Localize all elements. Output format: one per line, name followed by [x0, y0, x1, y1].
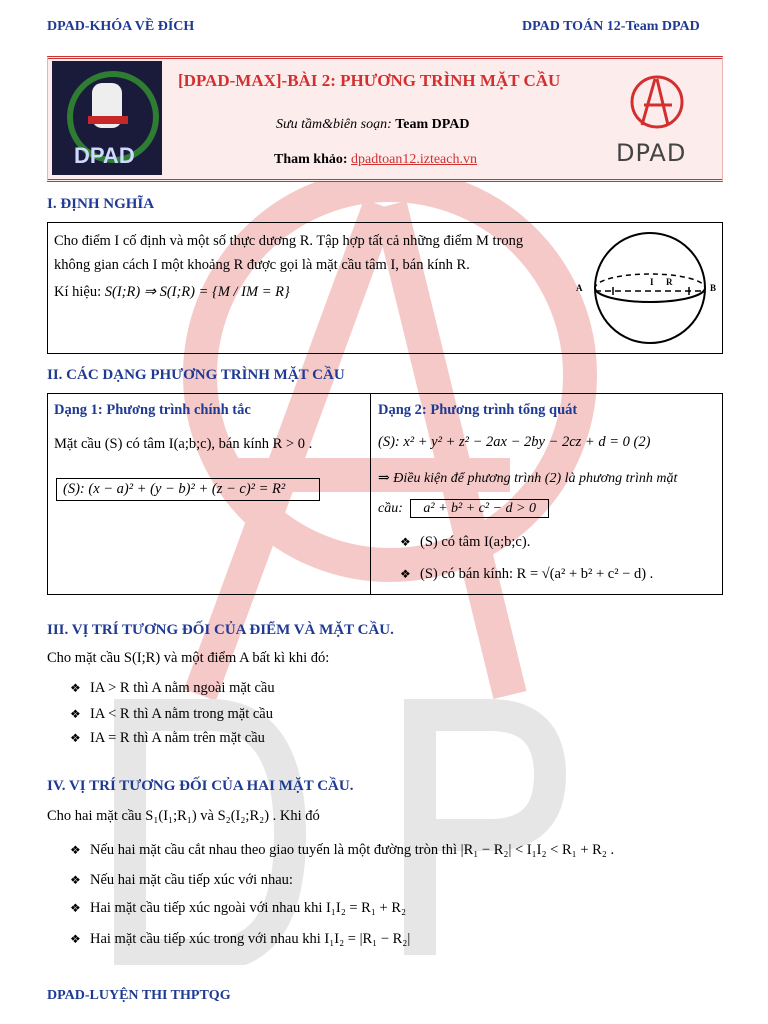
form2-item-2: ❖ (S) có bán kính: R = √(a² + b² + c² − d) . — [400, 566, 654, 582]
form1-title: Dạng 1: Phương trình chính tắc — [54, 402, 251, 418]
form2-title: Dạng 2: Phương trình tổng quát — [378, 402, 578, 418]
label-b: B — [710, 283, 717, 293]
form2-condition-1: ⇒ Điều kiện để phương trình (2) là phương trình mặt — [378, 471, 678, 486]
section-4-heading: IV. VỊ TRÍ TƯƠNG ĐỐI CỦA HAI MẶT CẦU. — [47, 778, 354, 794]
section-3-item-2: ❖ IA < R thì A nằm trong mặt cầu — [70, 706, 273, 722]
condition-formula: a² + b² + c² − d > 0 — [410, 499, 549, 518]
section-1-heading: I. ĐỊNH NGHĨA — [47, 196, 155, 212]
definition-line-2: không gian cách I một khoảng R được gọi là mặt cầu tâm I, bán kính R. — [54, 257, 470, 273]
section-4-intro: Cho hai mặt cầu S₁(I₁;R₁) và S₂(I₂;R₂) . Khi đó — [47, 808, 320, 824]
section-4-item-1: ❖ Nếu hai mặt cầu cắt nhau theo giao tuyến là một đường tròn thì |R₁ − R₂| < I₁I₂ < R₁ + R₂ . — [70, 842, 615, 858]
section-4-item-2: ❖ Nếu hai mặt cầu tiếp xúc với nhau: — [70, 872, 293, 888]
form1-line: Mặt cầu (S) có tâm I(a;b;c), bán kính R > 0 . — [54, 436, 313, 452]
compiled-label: Sưu tầm&biên soạn: — [276, 117, 392, 132]
bullet-icon: ❖ — [70, 731, 81, 745]
form2-formula: (S): x² + y² + z² − 2ax − 2by − 2cz + d = 0 (2) — [378, 434, 651, 450]
title-prefix: [DPAD-MAX] — [178, 71, 282, 90]
reference-label: Tham khảo: — [274, 152, 348, 167]
section-3-item-3: ❖ IA = R thì A nằm trên mặt cầu — [70, 730, 265, 746]
left-logo-image — [52, 61, 162, 175]
left-logo-text: DPAD — [74, 143, 135, 168]
title-rest: -BÀI 2: PHƯƠNG TRÌNH MẶT CẦU — [281, 71, 561, 90]
bullet-icon: ❖ — [400, 567, 411, 581]
bullet-icon: ❖ — [70, 901, 81, 915]
condition-label: cầu: — [378, 501, 403, 516]
label-i: I — [650, 277, 654, 287]
form1-formula: (S): (x − a)² + (y − b)² + (z − c)² = R² — [56, 478, 320, 501]
footer-left: DPAD-LUYỆN THI THPTQG — [47, 988, 231, 1003]
bullet-icon: ❖ — [70, 932, 81, 946]
section-4-item-3: ❖ Hai mặt cầu tiếp xúc ngoài với nhau khi I₁I₂ = R₁ + R₂ — [70, 900, 407, 916]
dpad-logo-icon — [622, 75, 692, 133]
section-3-item-1: ❖ IA > R thì A nằm ngoài mặt cầu — [70, 680, 275, 696]
notation-label: Kí hiệu: — [54, 284, 102, 300]
header-right: DPAD TOÁN 12-Team DPAD — [522, 19, 700, 34]
reference-line — [274, 152, 477, 168]
bullet-icon: ❖ — [70, 843, 81, 857]
definition-line-3 — [54, 282, 574, 302]
section-4-item-4: ❖ Hai mặt cầu tiếp xúc trong với nhau khi I₁I₂ = |R₁ − R₂| — [70, 931, 411, 947]
section-3-heading: III. VỊ TRÍ TƯƠNG ĐỐI CỦA ĐIỂM VÀ MẶT CẦU. — [47, 622, 394, 638]
sphere-diagram — [574, 227, 719, 349]
form2-item-1: ❖ (S) có tâm I(a;b;c). — [400, 534, 531, 550]
label-r: R — [666, 277, 673, 287]
banner — [47, 56, 723, 182]
compiled-value: Team DPAD — [395, 117, 470, 132]
banner-title — [178, 71, 598, 91]
forms-table — [47, 393, 723, 595]
notation-formula: S(I;R) ⇒ S(I;R) = {M / IM = R} — [104, 284, 290, 300]
bullet-icon: ❖ — [70, 873, 81, 887]
bullet-icon: ❖ — [70, 681, 81, 695]
dpad-logo-text: DPAD — [616, 139, 687, 167]
reference-link[interactable]: dpadtoan12.izteach.vn — [351, 152, 477, 167]
form2-condition-2 — [378, 501, 718, 517]
definition-box — [47, 222, 723, 354]
definition-line-1: Cho điểm I cố định và một số thực dương R. Tập hợp tất cả những điểm M trong — [54, 233, 524, 249]
label-a: A — [576, 283, 583, 293]
section-2-heading: II. CÁC DẠNG PHƯƠNG TRÌNH MẶT CẦU — [47, 367, 345, 383]
header-left: DPAD-KHÓA VỀ ĐÍCH — [47, 19, 195, 34]
section-3-intro: Cho mặt cầu S(I;R) và một điểm A bất kì khi đó: — [47, 650, 330, 666]
bullet-icon: ❖ — [400, 535, 411, 549]
bullet-icon: ❖ — [70, 707, 81, 721]
compiled-line — [276, 117, 470, 133]
